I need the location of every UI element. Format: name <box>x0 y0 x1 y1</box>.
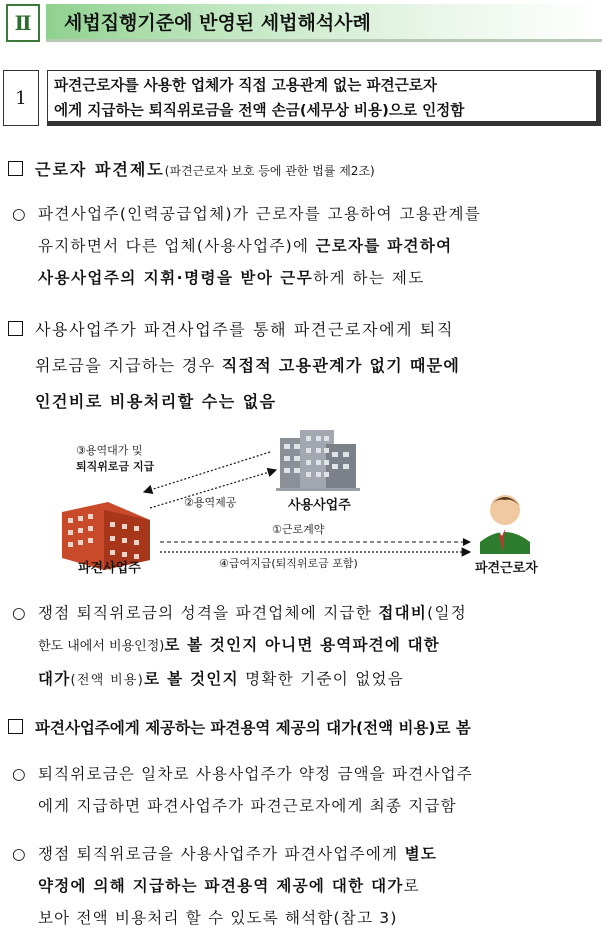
arrow-4-label: ④급여지급(퇴직위로금 포함) <box>219 557 358 570</box>
circle-bullet-icon: ○ <box>12 845 27 863</box>
bullet-interpretation: ○ 쟁점 퇴직위로금을 사용사업주가 파견사업주에게 별도 약정에 의해 지급하는 파견용역 제공에 대한 대가로 보아 전액 비용처리 할 수 있도록 해석함(참고 3) <box>12 838 437 934</box>
worker-person-icon <box>480 495 530 554</box>
section-heading: 근로자 파견제도 <box>35 160 165 179</box>
dispatcher-label: 파견사업주 <box>78 561 141 576</box>
case-box <box>3 70 603 128</box>
arrow-1-label: ①근로계약 <box>272 523 325 536</box>
case-line-1: 파견근로자를 사용한 업체가 직접 고용관계 없는 파견근로자 <box>54 77 437 94</box>
bullet-prior-ambiguity: ○ 쟁점 퇴직위로금의 성격을 파견업체에 지급한 접대비(일정 한도 내에서 비용인정)로 볼 것인지 아니면 용역파견에 대한 대가(전액 비용)로 볼 것인지 명확한 기준이 없었음 <box>12 597 467 697</box>
square-bullet-icon <box>8 161 23 176</box>
circle-bullet-icon: ○ <box>12 604 27 622</box>
section-no-direct-employment: 사용사업주가 파견사업주를 통해 파견근로자에게 퇴직 위로금을 지급하는 경우 직접적 고용관계가 없기 때문에 인건비로 비용처리할 수는 없음 <box>8 312 608 420</box>
section-number: Ⅱ <box>6 4 40 42</box>
bullet-definition: ○ 파견사업주(인력공급업체)가 근로자를 고용하여 고용관계를 유지하면서 다른 업체(사용사업주)에 근로자를 파견하여 사용사업주의 지휘·명령을 받아 근무하게 하는 제도 <box>12 198 481 294</box>
user-company-building-icon <box>276 430 360 491</box>
case-line-2: 에게 지급하는 퇴직위로금을 전액 손금(세무상 비용)으로 인정함 <box>54 102 465 119</box>
bullet-payment-flow: ○ 퇴직위로금은 일차로 사용사업주가 약정 금액을 파견사업주 에게 지급하면 파견사업주가 파견근로자에게 최종 지급함 <box>12 758 473 822</box>
square-bullet-icon <box>8 321 23 336</box>
law-reference: (파견근로자 보호 등에 관한 법률 제2조) <box>164 164 375 178</box>
dispatch-flow-diagram <box>0 430 608 590</box>
arrow-3-label: ③용역대가 및 퇴직위로금 지급 <box>76 444 155 473</box>
section-header <box>6 4 602 44</box>
user-company-label: 사용사업주 <box>288 498 351 513</box>
worker-label: 파견근로자 <box>475 561 538 576</box>
section-conclusion: 파견사업주에게 제공하는 파견용역 제공의 대가(전액 비용)로 봄 <box>8 712 608 744</box>
square-bullet-icon <box>8 719 23 734</box>
circle-bullet-icon: ○ <box>12 765 27 783</box>
case-summary <box>47 70 601 126</box>
circle-bullet-icon: ○ <box>12 205 27 223</box>
arrow-2-label: ②용역제공 <box>184 496 237 509</box>
section-dispatch-system <box>8 154 608 187</box>
section-title: 세법집행기준에 반영된 세법해석사례 <box>46 4 602 42</box>
case-number: 1 <box>3 70 39 126</box>
